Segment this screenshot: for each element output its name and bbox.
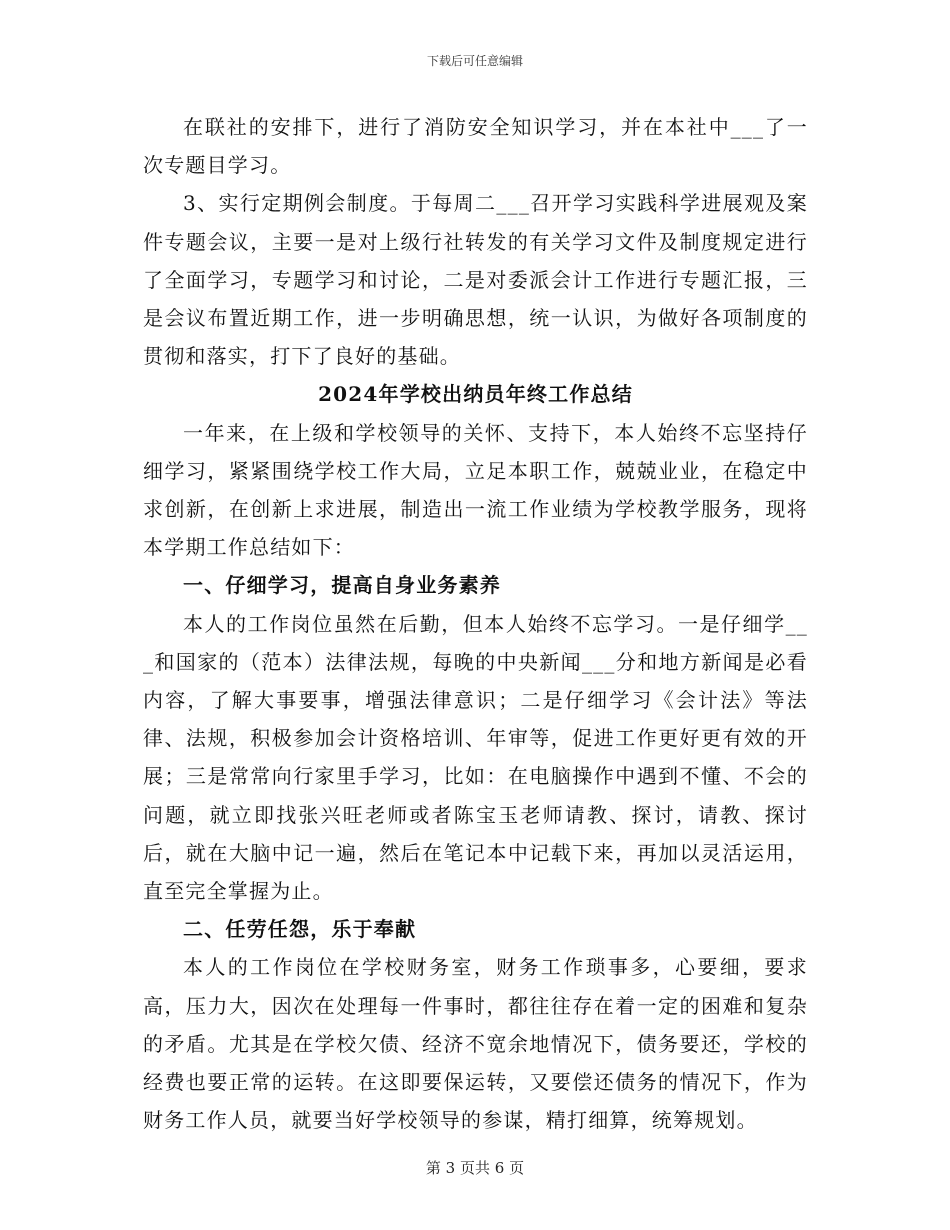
paragraph: 3、实行定期例会制度。于每周二___召开学习实践科学进展观及案件专题会议，主要一是对上级行社转发的有关学习文件及制度规定进行了全面学习，专题学习和讨论，二是对委派会计工作进行专题汇报，三是会议布置近期工作，进一步明确思想，统一认识，为做好各项制度的贯彻和落实，打下了良好的基础。: [143, 191, 808, 369]
page-header: 下载后可任意编辑: [426, 54, 523, 68]
paragraph: 一年来，在上级和学校领导的关怀、支持下，本人始终不忘坚持仔细学习，紧紧围绕学校工作大局，立足本职工作，兢兢业业，在稳定中求创新，在创新上求进展，制造出一流工作业绩为学校教学服务，现将本学期工作总结如下：: [143, 420, 808, 560]
page-footer: 第 3 页共 6 页: [425, 1159, 525, 1177]
document-body: [143, 108, 808, 1139]
paragraph: 在联社的安排下，进行了消防安全知识学习，并在本社中___了一次专题目学习。: [143, 115, 808, 178]
section-heading: 二、任劳任怨，乐于奉献: [183, 917, 417, 942]
paragraph: 本人的工作岗位虽然在后勤，但本人始终不忘学习。一是仔细学___和国家的（范本）法律法规，每晚的中央新闻___分和地方新闻是必看内容，了解大事要事，增强法律意识；二是仔细学习《会计法》等法律、法规，积极参加会计资格培训、年审等，促进工作更好更有效的开展；三是常常向行家里手学习，比如：在电脑操作中遇到不懂、不会的问题，就立即找张兴旺老师或者陈宝玉老师请教、探讨，请教、探讨后，就在大脑中记一遍，然后在笔记本中记载下来，再加以灵活运用，直至完全掌握为止。: [143, 611, 808, 904]
section-heading: 一、仔细学习，提高自身业务素养: [183, 573, 501, 598]
paragraph: 本人的工作岗位在学校财务室，财务工作琐事多，心要细，要求高，压力大，因次在处理每一件事时，都往往存在着一定的困难和复杂的矛盾。尤其是在学校欠债、经济不宽余地情况下，债务要还，学校的经费也要正常的运转。在这即要保运转，又要偿还债务的情况下，作为财务工作人员，就要当好学校领导的参谋，精打细算，统筹规划。: [143, 955, 808, 1133]
document-title: 2024年学校出纳员年终工作总结: [318, 382, 633, 407]
